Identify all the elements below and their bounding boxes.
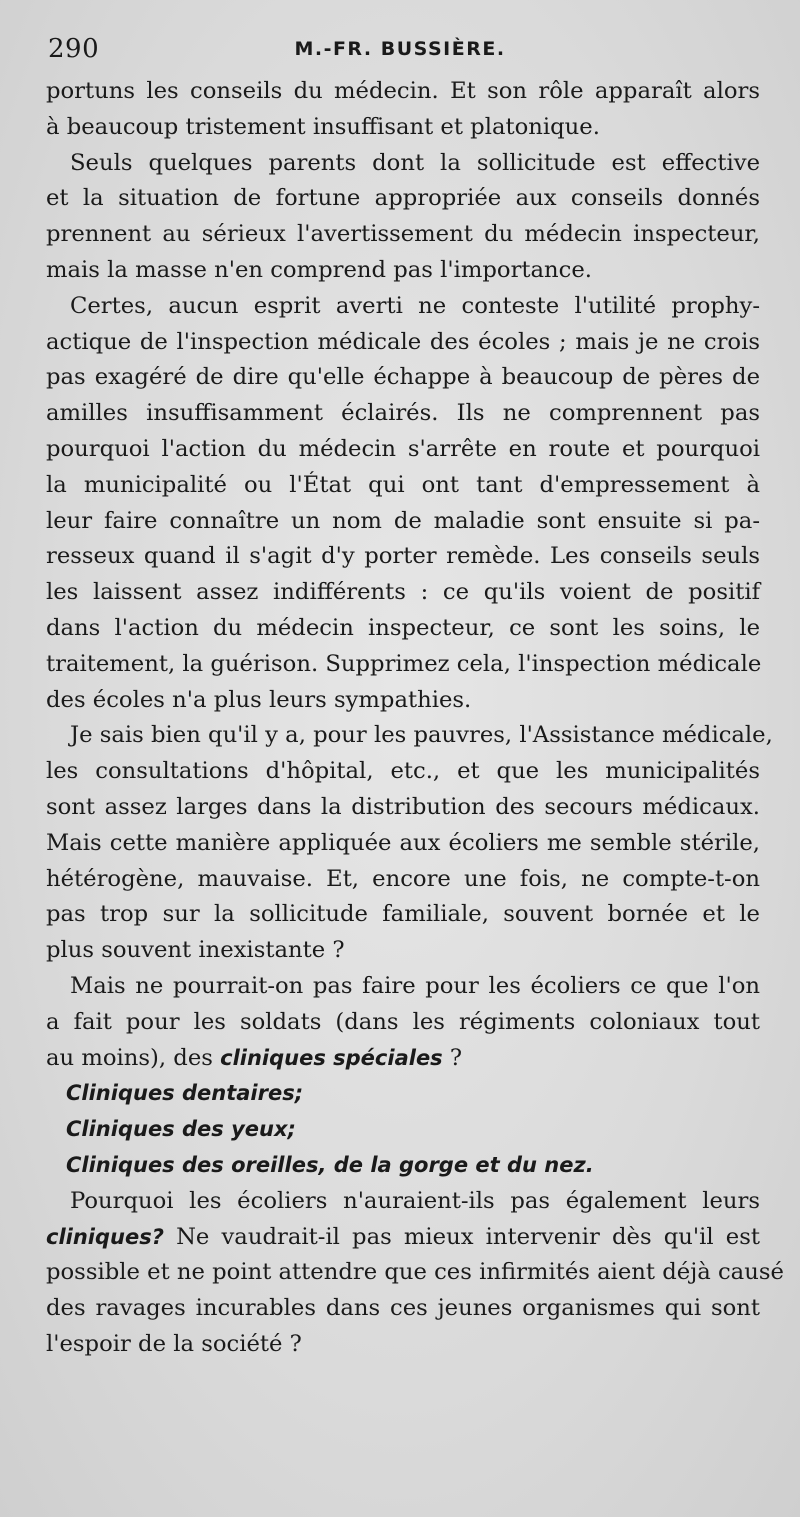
text-line: les consultations d'hôpital, etc., et que les municipalités xyxy=(46,758,760,785)
text-line xyxy=(46,1041,760,1077)
text-fragment: ? xyxy=(449,1044,463,1071)
text-line: prennent au sérieux l'avertissement du médecin inspecteur, xyxy=(46,221,760,248)
text-line: des ravages incurables dans ces jeunes organismes qui sont xyxy=(46,1295,760,1322)
text-line: pas trop sur la sollicitude familiale, souvent bornée et le xyxy=(46,901,760,928)
text-line: la municipalité ou l'État qui ont tant d'empressement à xyxy=(46,471,760,498)
text-line: Seuls quelques parents dont la sollicitude est effective xyxy=(70,149,760,176)
paragraph-5 xyxy=(46,969,760,1076)
list-item: Cliniques des oreilles, de la gorge et du nez. xyxy=(66,1152,594,1177)
page-number: 290 xyxy=(48,34,100,64)
text-line: actique de l'inspection médicale des écoles ; mais je ne crois xyxy=(46,328,760,355)
text-line: et la situation de fortune appropriée aux conseils donnés xyxy=(46,185,760,212)
text-line: Je sais bien qu'il y a, pour les pauvres, l'Assistance médicale, xyxy=(70,722,773,749)
text-line: dans l'action du médecin inspecteur, ce sont les soins, le xyxy=(46,614,760,641)
list-item: Cliniques des yeux; xyxy=(66,1117,296,1142)
text-line: pourquoi l'action du médecin s'arrête en route et pourquoi xyxy=(46,435,760,462)
italic-emphasis: cliniques? xyxy=(46,1224,164,1249)
paragraph-3 xyxy=(46,289,760,719)
text-line: sont assez larges dans la distribution des secours médicaux. xyxy=(46,793,760,820)
text-line: Pourquoi les écoliers n'auraient-ils pas également leurs xyxy=(70,1187,760,1214)
paragraph-6 xyxy=(46,1184,784,1363)
text-line: possible et ne point attendre que ces infirmités aient déjà causé xyxy=(46,1259,784,1286)
paragraph-2 xyxy=(46,146,760,289)
paragraph-4 xyxy=(46,718,773,969)
text-line: des écoles n'a plus leurs sympathies. xyxy=(46,686,472,713)
text-line xyxy=(46,1220,760,1256)
text-line: traitement, la guérison. Supprimez cela, l'inspection médicale xyxy=(46,650,762,677)
text-line: Mais cette manière appliquée aux écoliers me semble stérile, xyxy=(46,829,760,856)
paragraph-1 xyxy=(46,74,760,146)
text-line: hétérogène, mauvaise. Et, encore une fois, ne compte-t-on xyxy=(46,865,760,892)
page-header xyxy=(44,32,756,68)
text-line: à beaucoup tristement insuffisant et platonique. xyxy=(46,113,600,140)
text-line: mais la masse n'en comprend pas l'importance. xyxy=(46,256,593,283)
text-line: Certes, aucun esprit averti ne conteste l'utilité prophy- xyxy=(70,292,760,319)
text-fragment: Ne vaudrait-il pas mieux intervenir dès qu'il est xyxy=(176,1223,760,1250)
text-line: leur faire connaître un nom de maladie sont ensuite si pa- xyxy=(46,507,760,534)
text-line: amilles insuffisamment éclairés. Ils ne comprennent pas xyxy=(46,400,760,427)
list-item: Cliniques dentaires; xyxy=(66,1081,304,1106)
running-head: M.-FR. BUSSIÈRE. xyxy=(294,38,506,60)
text-line: a fait pour les soldats (dans les régiments coloniaux tout xyxy=(46,1008,760,1035)
text-line: l'espoir de la société ? xyxy=(46,1330,302,1357)
text-line: pas exagéré de dire qu'elle échappe à beaucoup de pères de xyxy=(46,364,760,391)
text-fragment: au moins), des xyxy=(46,1044,213,1071)
text-line: plus souvent inexistante ? xyxy=(46,937,345,964)
italic-emphasis: cliniques spéciales xyxy=(220,1045,443,1070)
clinic-list xyxy=(46,1076,760,1183)
text-line: Mais ne pourrait-on pas faire pour les écoliers ce que l'on xyxy=(70,972,760,999)
text-line: resseux quand il s'agit d'y porter remède. Les conseils seuls xyxy=(46,543,760,570)
text-line: les laissent assez indifférents : ce qu'ils voient de positif xyxy=(46,579,760,606)
body-text xyxy=(46,74,784,1363)
text-line: portuns les conseils du médecin. Et son rôle apparaît alors xyxy=(46,78,760,104)
